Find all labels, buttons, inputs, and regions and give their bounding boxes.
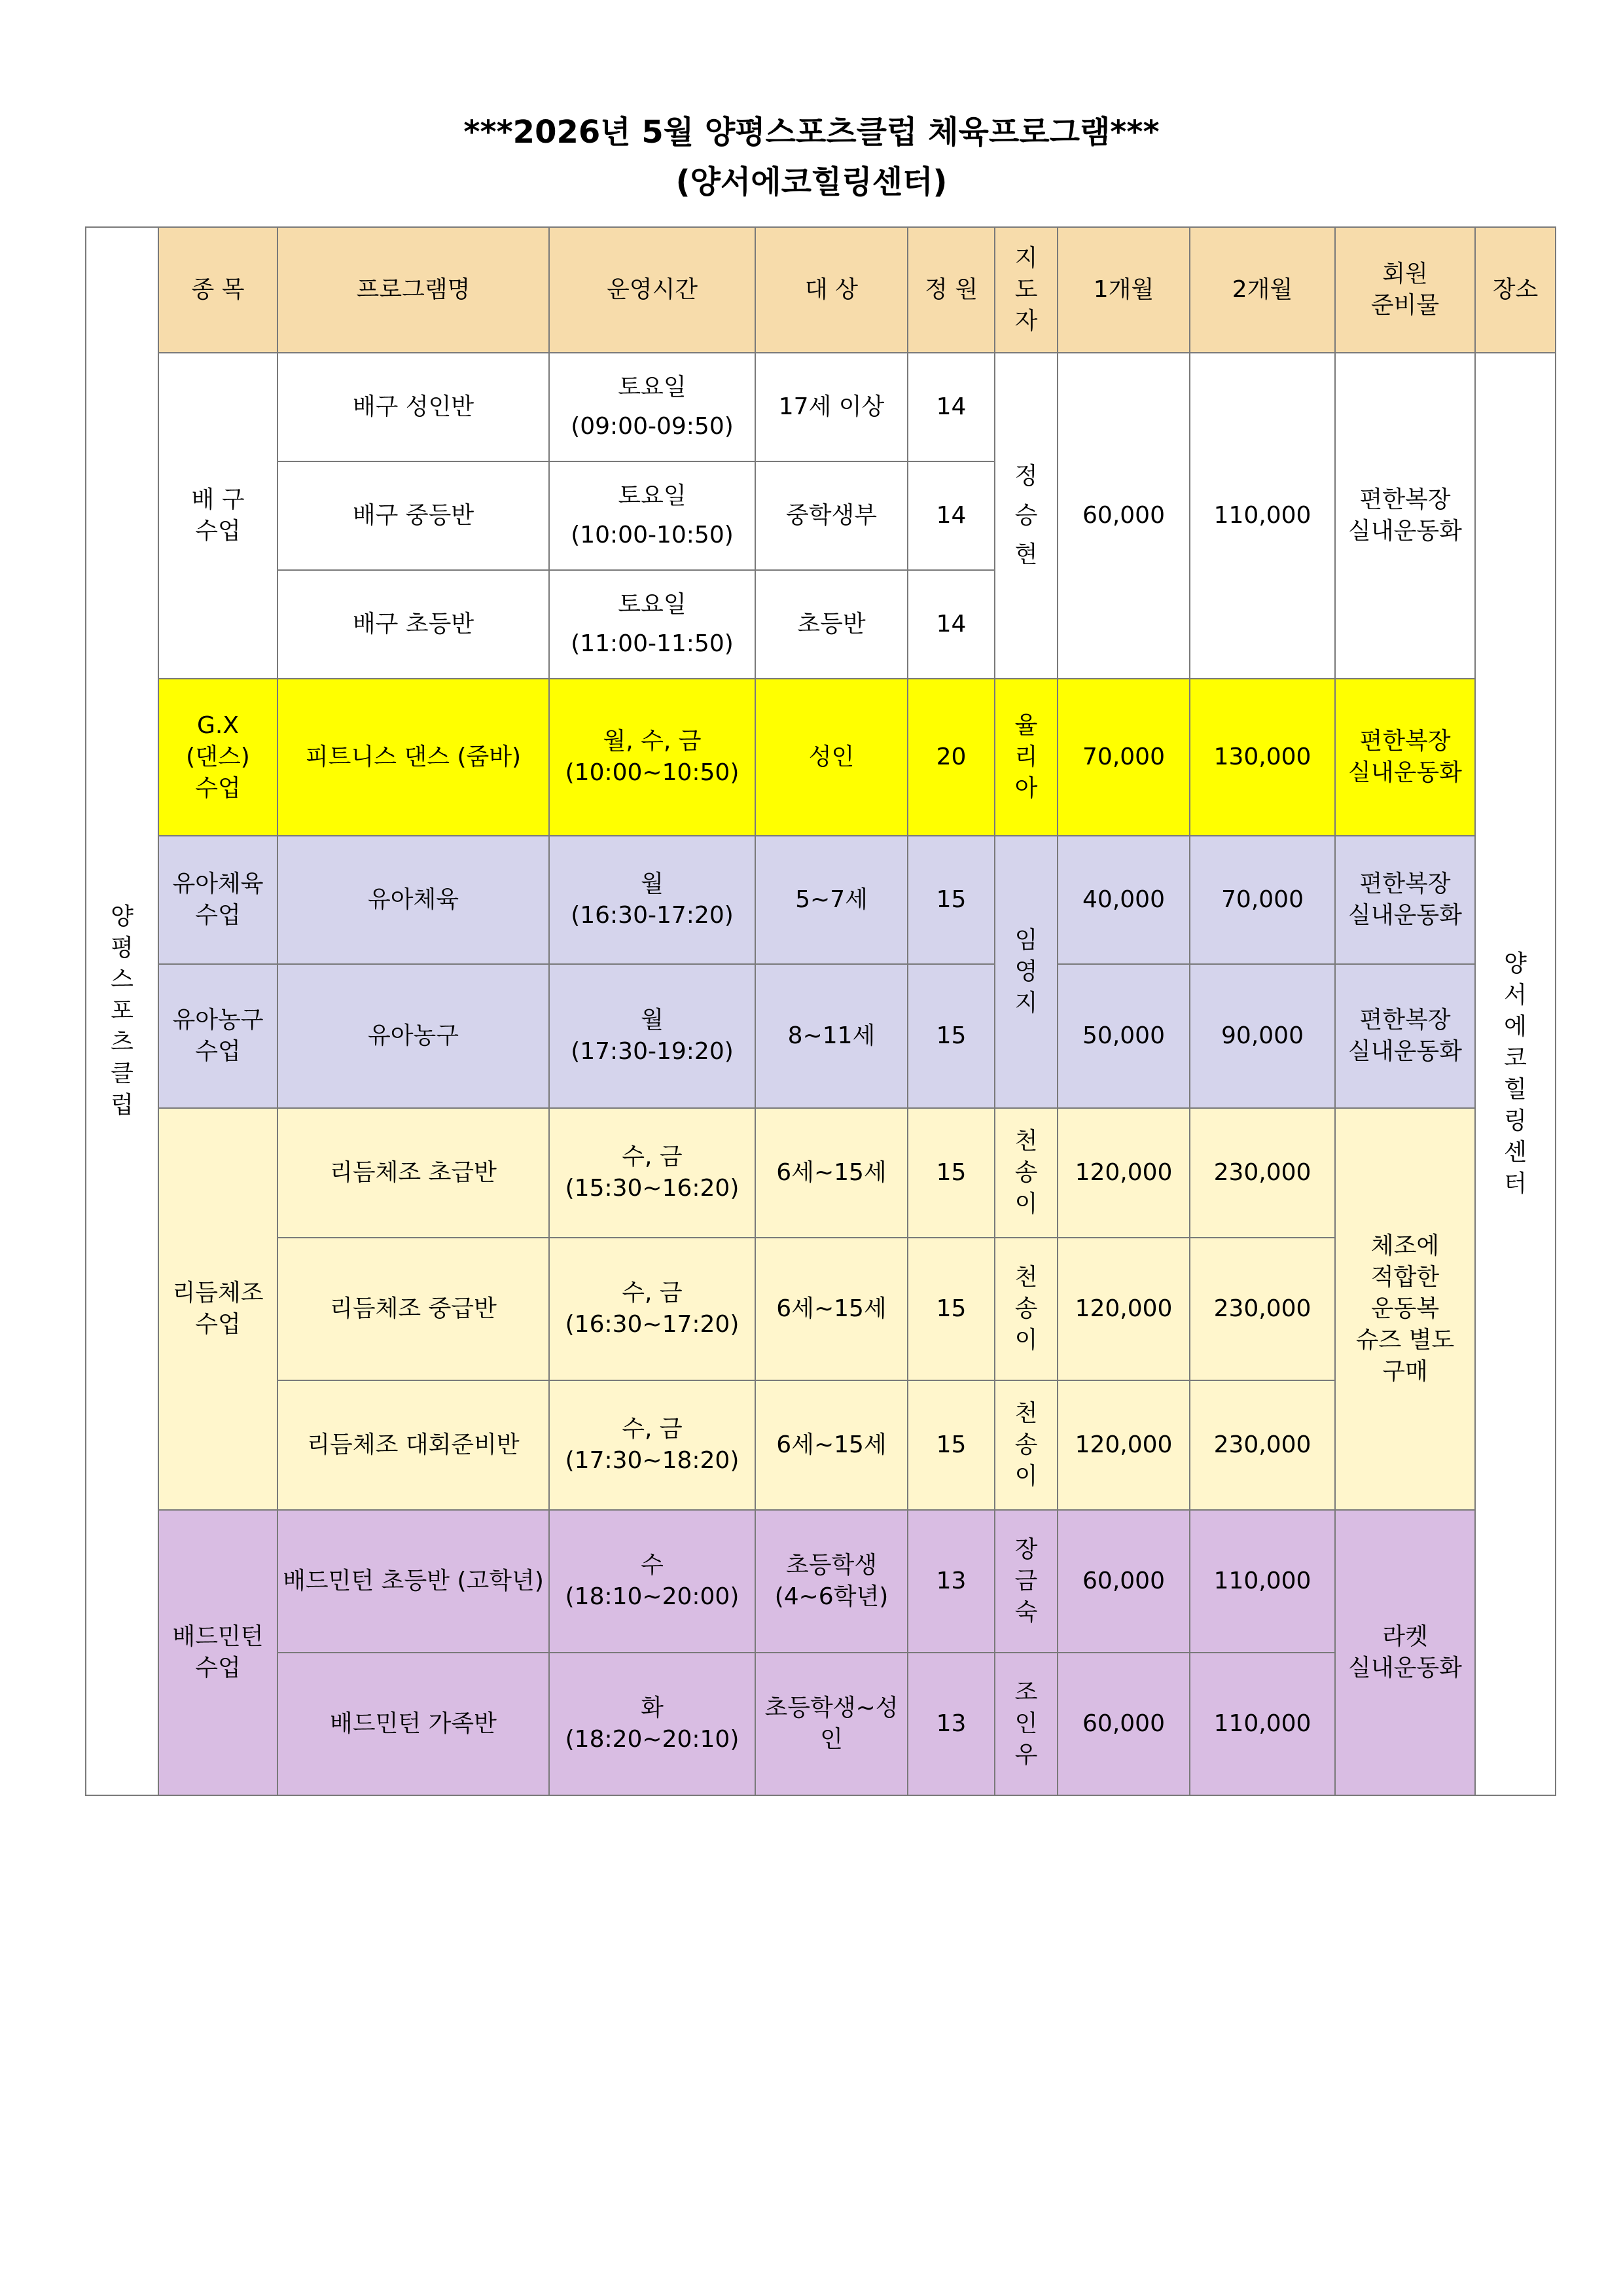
program-cell: 배구 중등반 (277, 461, 549, 570)
table-row (86, 1510, 1556, 1653)
header-capacity: 정 원 (908, 227, 995, 353)
header-instructor: 지 도 자 (995, 227, 1058, 353)
program-cell: 유아체육 (277, 836, 549, 964)
program-cell: 배드민턴 가족반 (277, 1653, 549, 1795)
capacity-cell: 15 (908, 1238, 995, 1380)
target-cell: 성인 (755, 679, 908, 836)
category-cell: 유아농구 수업 (158, 964, 277, 1108)
supplies-cell: 체조에 적합한 운동복 슈즈 별도 구매 (1335, 1108, 1475, 1510)
target-cell: 초등학생 (4~6학년) (755, 1510, 908, 1653)
page-title: ***2026년 5월 양평스포츠클럽 체육프로그램*** (463, 114, 1160, 151)
one-month-fee-cell: 70,000 (1058, 679, 1190, 836)
instructor-cell: 천 송 이 (995, 1380, 1058, 1510)
program-cell: 배구 성인반 (277, 353, 549, 461)
one-month-fee-cell: 40,000 (1058, 836, 1190, 964)
capacity-cell: 15 (908, 836, 995, 964)
two-month-fee-cell: 90,000 (1190, 964, 1335, 1108)
header-supplies: 회원 준비물 (1335, 227, 1475, 353)
program-schedule-table (85, 226, 1556, 1796)
capacity-cell: 14 (908, 570, 995, 679)
program-cell: 리듬체조 대회준비반 (277, 1380, 549, 1510)
target-cell: 초등학생~성인 (755, 1653, 908, 1795)
category-cell: G.X (댄스) 수업 (158, 679, 277, 836)
program-cell: 리듬체조 초급반 (277, 1108, 549, 1238)
capacity-cell: 14 (908, 461, 995, 570)
time-cell: 월, 수, 금 (10:00~10:50) (549, 679, 755, 836)
supplies-cell: 편한복장 실내운동화 (1335, 353, 1475, 679)
instructor-cell: 천 송 이 (995, 1238, 1058, 1380)
target-cell: 6세~15세 (755, 1380, 908, 1510)
instructor-cell: 임 영 지 (995, 836, 1058, 1108)
one-month-fee-cell: 60,000 (1058, 353, 1190, 679)
capacity-cell: 15 (908, 1380, 995, 1510)
organization-cell: 양 평 스 포 츠 클 럽 (86, 227, 158, 1795)
supplies-cell: 라켓 실내운동화 (1335, 1510, 1475, 1795)
supplies-cell: 편한복장 실내운동화 (1335, 964, 1475, 1108)
capacity-cell: 14 (908, 353, 995, 461)
capacity-cell: 13 (908, 1510, 995, 1653)
target-cell: 중학생부 (755, 461, 908, 570)
header-place: 장소 (1475, 227, 1556, 353)
program-cell: 리듬체조 중급반 (277, 1238, 549, 1380)
category-cell: 배드민턴 수업 (158, 1510, 277, 1795)
capacity-cell: 15 (908, 964, 995, 1108)
time-cell: 월 (16:30-17:20) (549, 836, 755, 964)
one-month-fee-cell: 120,000 (1058, 1238, 1190, 1380)
category-cell: 유아체육 수업 (158, 836, 277, 964)
time-cell: 수 (18:10~20:00) (549, 1510, 755, 1653)
category-cell: 배 구 수업 (158, 353, 277, 679)
time-cell: 토요일 (09:00-09:50) (549, 353, 755, 461)
target-cell: 17세 이상 (755, 353, 908, 461)
table-row (86, 964, 1556, 1108)
target-cell: 5~7세 (755, 836, 908, 964)
one-month-fee-cell: 120,000 (1058, 1108, 1190, 1238)
time-cell: 토요일 (11:00-11:50) (549, 570, 755, 679)
one-month-fee-cell: 60,000 (1058, 1510, 1190, 1653)
one-month-fee-cell: 50,000 (1058, 964, 1190, 1108)
location-cell: 양 서 에 코 힐 링 센 터 (1475, 353, 1556, 1795)
program-cell: 배드민턴 초등반 (고학년) (277, 1510, 549, 1653)
time-cell: 수, 금 (17:30~18:20) (549, 1380, 755, 1510)
category-cell: 리듬체조 수업 (158, 1108, 277, 1510)
supplies-cell: 편한복장 실내운동화 (1335, 836, 1475, 964)
target-cell: 초등반 (755, 570, 908, 679)
target-cell: 6세~15세 (755, 1108, 908, 1238)
two-month-fee-cell: 110,000 (1190, 1510, 1335, 1653)
instructor-cell: 율 리 아 (995, 679, 1058, 836)
header-target: 대 상 (755, 227, 908, 353)
time-cell: 토요일 (10:00-10:50) (549, 461, 755, 570)
instructor-cell: 장 금 숙 (995, 1510, 1058, 1653)
one-month-fee-cell: 120,000 (1058, 1380, 1190, 1510)
time-cell: 수, 금 (15:30~16:20) (549, 1108, 755, 1238)
table-row (86, 1108, 1556, 1238)
two-month-fee-cell: 130,000 (1190, 679, 1335, 836)
header-program: 프로그램명 (277, 227, 549, 353)
instructor-cell: 천 송 이 (995, 1108, 1058, 1238)
two-month-fee-cell: 230,000 (1190, 1108, 1335, 1238)
program-cell: 유아농구 (277, 964, 549, 1108)
target-cell: 6세~15세 (755, 1238, 908, 1380)
table-row (86, 679, 1556, 836)
two-month-fee-cell: 70,000 (1190, 836, 1335, 964)
header-one-month: 1개월 (1058, 227, 1190, 353)
time-cell: 월 (17:30-19:20) (549, 964, 755, 1108)
two-month-fee-cell: 110,000 (1190, 1653, 1335, 1795)
two-month-fee-cell: 230,000 (1190, 1238, 1335, 1380)
capacity-cell: 15 (908, 1108, 995, 1238)
table-row (86, 836, 1556, 964)
instructor-cell: 정 승 현 (995, 353, 1058, 679)
capacity-cell: 13 (908, 1653, 995, 1795)
program-cell: 피트니스 댄스 (줌바) (277, 679, 549, 836)
header-time: 운영시간 (549, 227, 755, 353)
supplies-cell: 편한복장 실내운동화 (1335, 679, 1475, 836)
two-month-fee-cell: 230,000 (1190, 1380, 1335, 1510)
page-subtitle: (양서에코힐링센터) (675, 164, 948, 200)
header-category: 종 목 (158, 227, 277, 353)
program-cell: 배구 초등반 (277, 570, 549, 679)
time-cell: 수, 금 (16:30~17:20) (549, 1238, 755, 1380)
one-month-fee-cell: 60,000 (1058, 1653, 1190, 1795)
target-cell: 8~11세 (755, 964, 908, 1108)
capacity-cell: 20 (908, 679, 995, 836)
header-two-month: 2개월 (1190, 227, 1335, 353)
table-header-row (86, 227, 1556, 353)
instructor-cell: 조 인 우 (995, 1653, 1058, 1795)
table-row (86, 353, 1556, 461)
two-month-fee-cell: 110,000 (1190, 353, 1335, 679)
time-cell: 화 (18:20~20:10) (549, 1653, 755, 1795)
